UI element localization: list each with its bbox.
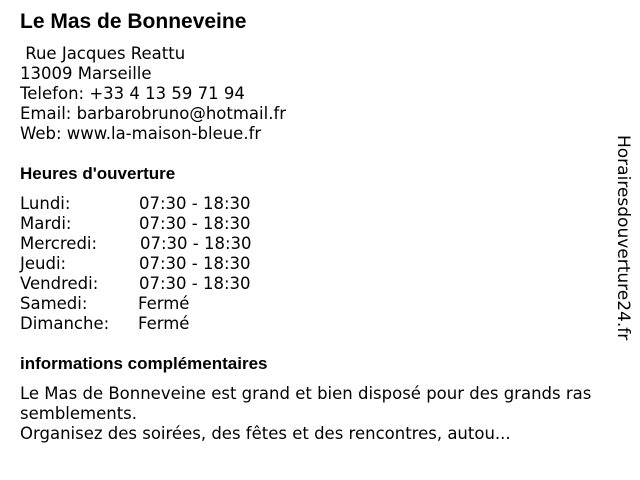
time-value: 07:30 - 18:30 <box>140 234 252 253</box>
additional-info-text <box>20 384 620 444</box>
time-value: 07:30 - 18:30 <box>139 194 251 213</box>
time-value: 07:30 - 18:30 <box>139 254 251 273</box>
day-label: Mercredi: <box>20 234 98 253</box>
day-label: Mardi: <box>20 214 72 233</box>
additional-info-heading: informations complémentaires <box>20 354 268 373</box>
time-value: Fermé <box>138 314 190 333</box>
info-line: Le Mas de Bonneveine est grand et bien disposé pour des grands ras <box>20 384 592 403</box>
contact-block <box>20 44 286 144</box>
opening-hours-heading: Heures d'ouverture <box>20 164 176 183</box>
website-address: Web: www.la-maison-bleue.fr <box>20 124 262 143</box>
day-label: Vendredi: <box>20 274 99 293</box>
day-label: Dimanche: <box>20 314 110 333</box>
email-address: Email: barbarobruno@hotmail.fr <box>20 104 287 123</box>
time-value: 07:30 - 18:30 <box>139 274 251 293</box>
info-line: semblements. <box>20 404 138 423</box>
business-name: Le Mas de Bonneveine <box>20 10 247 33</box>
day-label: Samedi: <box>20 294 88 313</box>
time-value: Fermé <box>138 294 190 313</box>
day-label: Jeudi: <box>20 254 67 273</box>
site-watermark: Horairesdouverture24.fr <box>613 135 633 341</box>
phone-number: Telefon: +33 4 13 59 71 94 <box>20 84 245 103</box>
street-address: Rue Jacques Reattu <box>20 44 186 63</box>
city-postcode: 13009 Marseille <box>20 64 152 83</box>
time-value: 07:30 - 18:30 <box>139 214 251 233</box>
info-line: Organisez des soirées, des fêtes et des rencontres, autou... <box>20 424 511 443</box>
day-label: Lundi: <box>20 194 71 213</box>
